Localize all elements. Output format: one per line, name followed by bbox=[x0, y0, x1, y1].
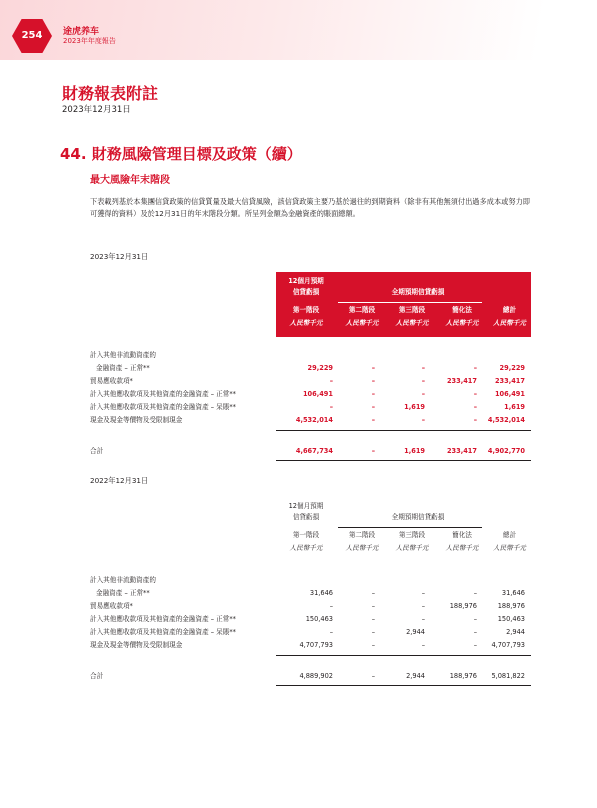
divider bbox=[276, 685, 531, 686]
row-label: 計入其他應收款項及其他資產的金融資產 – 正常** bbox=[90, 615, 236, 623]
divider bbox=[276, 430, 531, 431]
cell-simplified: 233,417 bbox=[446, 377, 477, 385]
total-label: 合計 bbox=[90, 672, 104, 680]
cell-simplified: – bbox=[473, 615, 477, 623]
cell-stage2: – bbox=[371, 615, 375, 623]
total-row bbox=[90, 670, 535, 682]
total-stage2: – bbox=[371, 447, 375, 455]
table-row bbox=[90, 388, 535, 400]
header-lifetime: 全期預期信貸虧損 bbox=[391, 513, 445, 521]
table-header bbox=[276, 272, 531, 337]
intro-paragraph: 下表載列基於本集團信貸政策的信貸質量及最大信貸風險，該信貸政策主要乃基於過往的到期資料（除非有其他無須付出過多成本或努力即可獲得的資料）及於12月31日的年末階段分類。所呈列金額為金融資產的賬面總額。 bbox=[90, 197, 530, 218]
table-row bbox=[90, 401, 535, 413]
header-unit: 人民幣千元 bbox=[345, 319, 379, 327]
cell-stage3: – bbox=[421, 390, 425, 398]
header-12m-line1: 12個月預期 bbox=[288, 277, 324, 285]
cell-stage2: – bbox=[371, 403, 375, 411]
total-total: 4,902,770 bbox=[487, 447, 525, 455]
cell-total: 31,646 bbox=[501, 589, 525, 597]
header-unit: 人民幣千元 bbox=[493, 544, 526, 552]
table-row bbox=[90, 375, 535, 387]
total-stage1: 4,889,902 bbox=[299, 672, 333, 680]
cell-stage2: – bbox=[371, 390, 375, 398]
section-title: 財務報表附註 bbox=[62, 84, 159, 103]
row-label: 計入其他應收款項及其他資產的金融資產 – 呆賬** bbox=[90, 403, 236, 411]
cell-simplified: – bbox=[473, 641, 477, 649]
section-date: 2023年12月31日 bbox=[62, 105, 131, 115]
cell-total: 106,491 bbox=[494, 390, 525, 398]
table-row bbox=[90, 626, 535, 638]
header-stage1: 第一階段 bbox=[292, 306, 320, 314]
page-number-badge bbox=[12, 19, 52, 53]
cell-stage3: – bbox=[421, 364, 425, 372]
cell-total: 1,619 bbox=[504, 403, 525, 411]
header-12m-line2: 信貸虧損 bbox=[292, 288, 320, 296]
cell-stage3: 2,944 bbox=[406, 628, 425, 636]
cell-stage3: – bbox=[421, 602, 425, 610]
cell-simplified: – bbox=[473, 628, 477, 636]
cell-simplified: 188,976 bbox=[449, 602, 477, 610]
header-unit: 人民幣千元 bbox=[395, 319, 429, 327]
row-label: 計入其他非流動資產的 bbox=[90, 576, 156, 584]
header-unit: 人民幣千元 bbox=[289, 544, 323, 552]
cell-stage3: – bbox=[421, 416, 425, 424]
row-label: 現金及現金等價物及受限制現金 bbox=[90, 641, 183, 649]
total-label: 合計 bbox=[90, 447, 104, 455]
divider bbox=[276, 460, 531, 461]
header-unit: 人民幣千元 bbox=[445, 544, 479, 552]
cell-stage1: – bbox=[329, 377, 333, 385]
table-row bbox=[90, 587, 535, 599]
table-row bbox=[90, 639, 535, 651]
row-label: 計入其他應收款項及其他資產的金融資產 – 呆賬** bbox=[90, 628, 236, 636]
table-row bbox=[90, 362, 535, 374]
total-total: 5,081,822 bbox=[491, 672, 525, 680]
cell-stage1: 150,463 bbox=[305, 615, 333, 623]
cell-stage1: 29,229 bbox=[307, 364, 333, 372]
row-label: 貿易應收款項* bbox=[90, 377, 133, 385]
header-total: 總計 bbox=[502, 531, 517, 539]
header-12m-line2: 信貸虧損 bbox=[292, 513, 320, 521]
header-stage3: 第三階段 bbox=[398, 531, 426, 539]
note-subheading: 最大風險年末階段 bbox=[90, 175, 170, 186]
cell-simplified: – bbox=[473, 416, 477, 424]
cell-total: 2,944 bbox=[506, 628, 525, 636]
table-header bbox=[276, 497, 531, 562]
cell-stage3: – bbox=[421, 615, 425, 623]
cell-stage2: – bbox=[371, 628, 375, 636]
total-stage1: 4,667,734 bbox=[295, 447, 333, 455]
header-unit: 人民幣千元 bbox=[493, 319, 526, 327]
cell-simplified: – bbox=[473, 403, 477, 411]
total-simplified: 233,417 bbox=[446, 447, 477, 455]
cell-simplified: – bbox=[473, 390, 477, 398]
total-simplified: 188,976 bbox=[449, 672, 477, 680]
cell-stage1: 106,491 bbox=[302, 390, 333, 398]
report-name: 2023年年度報告 bbox=[63, 37, 116, 45]
table-row bbox=[90, 349, 535, 361]
header-stage3: 第三階段 bbox=[398, 306, 426, 314]
cell-stage3: – bbox=[421, 589, 425, 597]
header-rule bbox=[338, 302, 482, 303]
cell-stage3: – bbox=[421, 641, 425, 649]
total-stage3: 1,619 bbox=[404, 447, 425, 455]
row-label: 計入其他非流動資產的 bbox=[90, 351, 156, 359]
cell-stage1: 4,532,014 bbox=[295, 416, 333, 424]
cell-stage3: – bbox=[421, 377, 425, 385]
cell-simplified: – bbox=[473, 589, 477, 597]
header-simplified: 簡化法 bbox=[452, 306, 472, 314]
note-heading: 44. 財務風險管理目標及政策（續） bbox=[60, 145, 302, 163]
cell-total: 150,463 bbox=[497, 615, 525, 623]
row-label: 金融資產 – 正常** bbox=[96, 364, 150, 372]
header-unit: 人民幣千元 bbox=[345, 544, 379, 552]
cell-stage2: – bbox=[371, 416, 375, 424]
table-row bbox=[90, 600, 535, 612]
total-row bbox=[90, 445, 535, 457]
cell-total: 233,417 bbox=[494, 377, 525, 385]
cell-total: 188,976 bbox=[497, 602, 525, 610]
total-stage3: 2,944 bbox=[406, 672, 425, 680]
header-total: 總計 bbox=[502, 306, 517, 314]
cell-stage2: – bbox=[371, 589, 375, 597]
cell-stage1: – bbox=[329, 628, 333, 636]
cell-total: 29,229 bbox=[499, 364, 525, 372]
header-unit: 人民幣千元 bbox=[445, 319, 479, 327]
header-unit: 人民幣千元 bbox=[395, 544, 429, 552]
header-lifetime: 全期預期信貸虧損 bbox=[391, 288, 445, 296]
table-row bbox=[90, 574, 535, 586]
cell-stage2: – bbox=[371, 641, 375, 649]
cell-stage1: 31,646 bbox=[309, 589, 333, 597]
row-label: 現金及現金等價物及受限制現金 bbox=[90, 416, 183, 424]
cell-simplified: – bbox=[473, 364, 477, 372]
table-date: 2023年12月31日 bbox=[90, 252, 149, 261]
cell-total: 4,532,014 bbox=[487, 416, 525, 424]
header-rule bbox=[338, 527, 482, 528]
page-number: 254 bbox=[21, 30, 43, 41]
header-stage1: 第一階段 bbox=[292, 531, 320, 539]
cell-stage1: – bbox=[329, 602, 333, 610]
table-date: 2022年12月31日 bbox=[90, 476, 149, 485]
total-stage2: – bbox=[371, 672, 375, 680]
brand-name: 途虎养车 bbox=[63, 27, 100, 37]
cell-stage2: – bbox=[371, 377, 375, 385]
row-label: 貿易應收款項* bbox=[90, 602, 133, 610]
header-stage2: 第二階段 bbox=[348, 306, 376, 314]
row-label: 計入其他應收款項及其他資產的金融資產 – 正常** bbox=[90, 390, 236, 398]
cell-stage2: – bbox=[371, 364, 375, 372]
header-simplified: 簡化法 bbox=[452, 531, 472, 539]
cell-total: 4,707,793 bbox=[491, 641, 525, 649]
table-row bbox=[90, 414, 535, 426]
divider bbox=[276, 655, 531, 656]
cell-stage2: – bbox=[371, 602, 375, 610]
header-stage2: 第二階段 bbox=[348, 531, 376, 539]
row-label: 金融資產 – 正常** bbox=[96, 589, 150, 597]
header-12m-line1: 12個月預期 bbox=[288, 502, 324, 510]
cell-stage3: 1,619 bbox=[404, 403, 425, 411]
cell-stage1: – bbox=[329, 403, 333, 411]
header-unit: 人民幣千元 bbox=[289, 319, 323, 327]
cell-stage1: 4,707,793 bbox=[299, 641, 333, 649]
table-row bbox=[90, 613, 535, 625]
